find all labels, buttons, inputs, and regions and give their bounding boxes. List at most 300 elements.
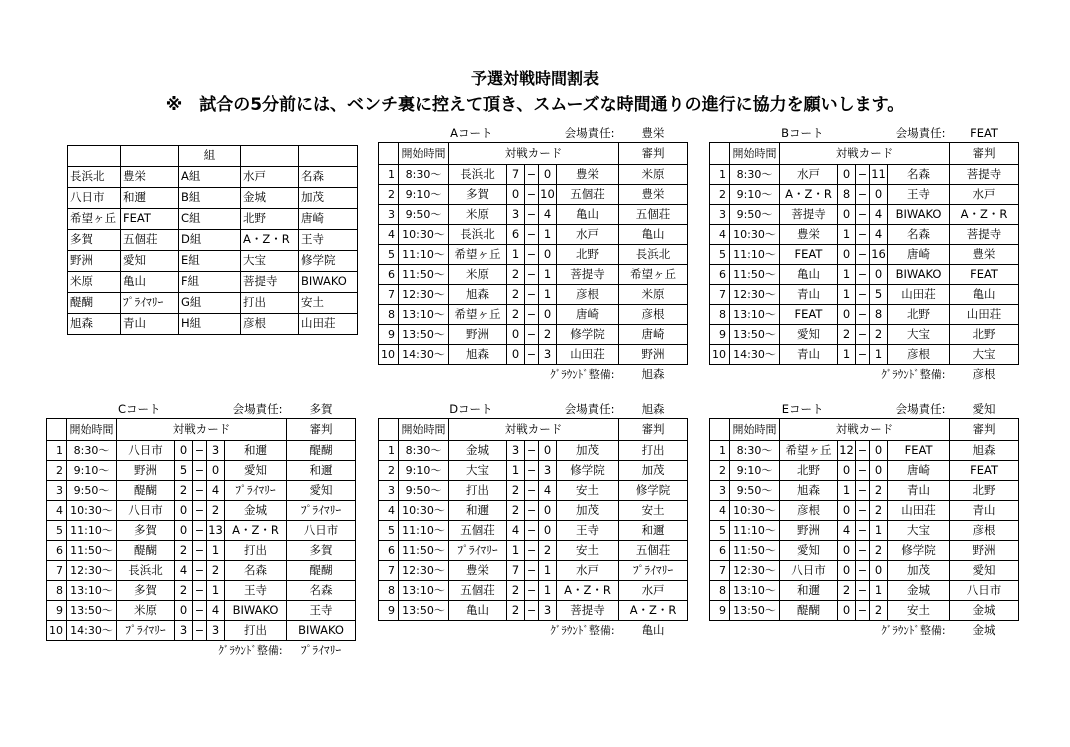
away-score: 0 — [539, 521, 557, 541]
referee: 八日市 — [287, 521, 356, 541]
referee: 菩提寺 — [950, 225, 1019, 245]
game-number: 10 — [379, 345, 399, 365]
header-referee: 審判 — [619, 419, 688, 441]
home-team: 旭森 — [449, 285, 507, 305]
game-row — [379, 185, 688, 205]
team-name: 安土 — [299, 293, 358, 314]
header-blank — [379, 143, 399, 165]
home-score: 0 — [507, 325, 525, 345]
start-time: 11:50〜 — [730, 541, 780, 561]
away-team: 安土 — [888, 601, 950, 621]
referee: 旭森 — [950, 441, 1019, 461]
header-blank — [47, 419, 67, 441]
header-referee: 審判 — [950, 143, 1019, 165]
start-time: 10:30〜 — [730, 225, 780, 245]
ground-row — [379, 365, 688, 385]
group-table-body — [68, 167, 358, 335]
referee: A・Z・R — [619, 601, 688, 621]
group-row — [68, 293, 358, 314]
home-score: 2 — [507, 581, 525, 601]
game-row — [710, 325, 1019, 345]
referee: 和邇 — [287, 461, 356, 481]
team-name: 唐崎 — [299, 209, 358, 230]
ground-team: 亀山 — [641, 622, 665, 637]
team-name: 金城 — [241, 188, 299, 209]
home-team: FEAT — [780, 305, 838, 325]
start-time: 13:10〜 — [730, 581, 780, 601]
game-number: 3 — [379, 205, 399, 225]
home-team: 青山 — [780, 345, 838, 365]
game-row — [47, 541, 356, 561]
start-time: 9:10〜 — [730, 461, 780, 481]
ground-team: 彦根 — [972, 366, 996, 381]
away-score: 0 — [870, 441, 888, 461]
home-team: 長浜北 — [449, 225, 507, 245]
court-header-row — [710, 419, 1019, 441]
away-team: 北野 — [557, 245, 619, 265]
home-score: 0 — [175, 521, 193, 541]
group-label: A組 — [179, 167, 241, 188]
away-score: 0 — [539, 501, 557, 521]
home-score: 2 — [838, 325, 856, 345]
start-time: 11:10〜 — [67, 521, 117, 541]
start-time: 12:30〜 — [399, 285, 449, 305]
home-team: 水戸 — [780, 165, 838, 185]
score-dash: − — [193, 581, 207, 601]
team-name: 青山 — [121, 314, 179, 335]
header-match-card: 対戦カード — [780, 143, 950, 165]
home-score: 12 — [838, 441, 856, 461]
away-score: 4 — [870, 225, 888, 245]
court-header-row — [47, 419, 356, 441]
court-header-row — [379, 143, 688, 165]
start-time: 9:10〜 — [399, 461, 449, 481]
away-score: 1 — [207, 541, 225, 561]
away-score: 1 — [539, 561, 557, 581]
start-time: 8:30〜 — [67, 441, 117, 461]
home-score: 2 — [507, 305, 525, 325]
home-team: 米原 — [449, 205, 507, 225]
home-team: 旭森 — [449, 345, 507, 365]
game-number: 9 — [379, 601, 399, 621]
header-start-time: 開始時間 — [67, 419, 117, 441]
away-team: 愛知 — [225, 461, 287, 481]
group-row — [68, 209, 358, 230]
game-row — [710, 541, 1019, 561]
away-team: 修学院 — [557, 461, 619, 481]
start-time: 9:50〜 — [730, 205, 780, 225]
start-time: 12:30〜 — [730, 561, 780, 581]
header-start-time: 開始時間 — [399, 143, 449, 165]
away-score: 2 — [870, 325, 888, 345]
manager-label: 会場責任: — [564, 402, 615, 417]
game-number: 9 — [710, 325, 730, 345]
home-team: 野洲 — [780, 521, 838, 541]
game-row — [379, 225, 688, 245]
header-blank — [710, 143, 730, 165]
home-team: 野洲 — [449, 325, 507, 345]
start-time: 14:30〜 — [730, 345, 780, 365]
start-time: 9:10〜 — [67, 461, 117, 481]
ground-blank — [379, 621, 525, 641]
home-team: 和邇 — [449, 501, 507, 521]
away-team: 菩提寺 — [557, 265, 619, 285]
game-row — [379, 461, 688, 481]
start-time: 8:30〜 — [730, 165, 780, 185]
group-label: E組 — [179, 251, 241, 272]
home-team: 八日市 — [117, 441, 175, 461]
game-row — [710, 441, 1019, 461]
team-name: 多賀 — [68, 230, 121, 251]
home-team: 希望ヶ丘 — [780, 441, 838, 461]
team-name: 旭森 — [68, 314, 121, 335]
team-name: 愛知 — [121, 251, 179, 272]
header-start-time: 開始時間 — [399, 419, 449, 441]
game-row — [710, 305, 1019, 325]
away-team: 安土 — [557, 481, 619, 501]
away-team: 加茂 — [557, 441, 619, 461]
referee: 亀山 — [950, 285, 1019, 305]
team-name: 長浜北 — [68, 167, 121, 188]
game-row — [710, 205, 1019, 225]
referee: 野洲 — [950, 541, 1019, 561]
game-number: 5 — [710, 521, 730, 541]
home-score: 0 — [175, 501, 193, 521]
game-row — [379, 265, 688, 285]
score-dash: − — [525, 601, 539, 621]
home-team: 菩提寺 — [780, 205, 838, 225]
score-dash: − — [525, 185, 539, 205]
team-name: BIWAKO — [299, 272, 358, 293]
group-header: 組 — [179, 146, 241, 167]
score-dash: − — [193, 461, 207, 481]
game-row — [710, 185, 1019, 205]
referee: 大宝 — [950, 345, 1019, 365]
score-dash: − — [856, 561, 870, 581]
score-dash: − — [856, 285, 870, 305]
team-name: 水戸 — [241, 167, 299, 188]
away-score: 2 — [207, 561, 225, 581]
home-score: 1 — [838, 225, 856, 245]
home-score: 0 — [838, 561, 856, 581]
manager-team: 愛知 — [972, 402, 996, 417]
referee: 北野 — [950, 325, 1019, 345]
header-referee: 審判 — [619, 143, 688, 165]
home-team: 米原 — [117, 601, 175, 621]
home-team: 米原 — [449, 265, 507, 285]
referee: 多賀 — [287, 541, 356, 561]
referee: 米原 — [619, 165, 688, 185]
game-number: 1 — [379, 165, 399, 185]
game-row — [710, 461, 1019, 481]
away-score: 0 — [539, 305, 557, 325]
game-row — [379, 521, 688, 541]
away-team: 菩提寺 — [557, 601, 619, 621]
game-number: 6 — [710, 541, 730, 561]
away-team: BIWAKO — [888, 265, 950, 285]
game-number: 9 — [710, 601, 730, 621]
home-score: 2 — [838, 581, 856, 601]
manager-label: 会場責任: — [895, 126, 946, 141]
away-score: 0 — [870, 265, 888, 285]
score-dash: − — [856, 541, 870, 561]
game-row — [379, 205, 688, 225]
home-team: FEAT — [780, 245, 838, 265]
score-dash: − — [856, 581, 870, 601]
court-name: Aコート — [450, 126, 493, 141]
score-dash: − — [525, 481, 539, 501]
start-time: 13:50〜 — [399, 601, 449, 621]
ground-label: ｸﾞﾗｳﾝﾄﾞ整備: — [550, 368, 615, 381]
court-e-table — [709, 402, 1019, 640]
away-score: 2 — [870, 601, 888, 621]
game-number: 6 — [710, 265, 730, 285]
referee: 和邇 — [619, 521, 688, 541]
game-row — [379, 601, 688, 621]
court-header-row — [710, 143, 1019, 165]
start-time: 10:30〜 — [399, 225, 449, 245]
start-time: 11:10〜 — [730, 245, 780, 265]
home-score: 0 — [838, 305, 856, 325]
team-name: 名森 — [299, 167, 358, 188]
score-dash: − — [525, 225, 539, 245]
ground-row — [47, 641, 356, 661]
group-row — [68, 251, 358, 272]
header-match-card: 対戦カード — [780, 419, 950, 441]
away-team: 修学院 — [557, 325, 619, 345]
header-match-card: 対戦カード — [449, 143, 619, 165]
home-team: 醍醐 — [117, 481, 175, 501]
home-score: 0 — [175, 441, 193, 461]
start-time: 8:30〜 — [730, 441, 780, 461]
referee: 青山 — [950, 501, 1019, 521]
referee: 水戸 — [950, 185, 1019, 205]
game-number: 4 — [379, 225, 399, 245]
home-score: 1 — [838, 345, 856, 365]
court-name: Dコート — [449, 402, 493, 417]
home-score: 7 — [507, 561, 525, 581]
game-number: 8 — [710, 581, 730, 601]
away-score: 4 — [539, 481, 557, 501]
home-score: 7 — [507, 165, 525, 185]
home-score: 4 — [838, 521, 856, 541]
referee: FEAT — [950, 265, 1019, 285]
group-header-blank — [121, 146, 179, 167]
game-number: 7 — [710, 561, 730, 581]
home-score: 0 — [838, 601, 856, 621]
score-dash: − — [193, 521, 207, 541]
team-name: 醍醐 — [68, 293, 121, 314]
game-row — [379, 441, 688, 461]
header-referee: 審判 — [950, 419, 1019, 441]
score-dash: − — [856, 185, 870, 205]
group-row — [68, 188, 358, 209]
away-team: BIWAKO — [225, 601, 287, 621]
ground-blank — [47, 641, 193, 661]
start-time: 12:30〜 — [399, 561, 449, 581]
referee: 修学院 — [619, 481, 688, 501]
game-row — [710, 165, 1019, 185]
ground-row — [379, 621, 688, 641]
home-team: 醍醐 — [780, 601, 838, 621]
score-dash: − — [525, 521, 539, 541]
game-number: 9 — [47, 601, 67, 621]
game-row — [47, 561, 356, 581]
start-time: 9:10〜 — [399, 185, 449, 205]
away-score: 0 — [870, 561, 888, 581]
game-row — [47, 621, 356, 641]
score-dash: − — [856, 165, 870, 185]
home-score: 0 — [175, 601, 193, 621]
score-dash: − — [525, 541, 539, 561]
manager-team: 多賀 — [309, 402, 333, 417]
team-name: 北野 — [241, 209, 299, 230]
game-number: 5 — [379, 245, 399, 265]
score-dash: − — [856, 601, 870, 621]
away-team: 山田荘 — [888, 501, 950, 521]
referee: ﾌﾟﾗｲﾏﾘｰ — [619, 561, 688, 581]
score-dash: − — [193, 601, 207, 621]
game-row — [379, 245, 688, 265]
home-score: 1 — [838, 481, 856, 501]
referee: BIWAKO — [287, 621, 356, 641]
away-score: 4 — [207, 481, 225, 501]
team-name: A・Z・R — [241, 230, 299, 251]
score-dash: − — [193, 501, 207, 521]
home-score: 2 — [507, 501, 525, 521]
game-number: 3 — [379, 481, 399, 501]
away-score: 0 — [207, 461, 225, 481]
start-time: 10:30〜 — [399, 501, 449, 521]
game-row — [710, 285, 1019, 305]
away-score: 11 — [870, 165, 888, 185]
referee: A・Z・R — [950, 205, 1019, 225]
start-time: 13:50〜 — [730, 601, 780, 621]
score-dash: − — [525, 265, 539, 285]
group-label: H組 — [179, 314, 241, 335]
ground-row — [710, 365, 1019, 385]
away-score: 1 — [207, 581, 225, 601]
home-score: 4 — [175, 561, 193, 581]
team-name: 野洲 — [68, 251, 121, 272]
away-score: 2 — [539, 541, 557, 561]
score-dash: − — [856, 305, 870, 325]
home-team: 希望ヶ丘 — [449, 245, 507, 265]
away-score: 0 — [870, 185, 888, 205]
game-row — [47, 521, 356, 541]
game-row — [47, 581, 356, 601]
game-row — [710, 501, 1019, 521]
team-name: 修学院 — [299, 251, 358, 272]
referee: 米原 — [619, 285, 688, 305]
group-row — [68, 230, 358, 251]
game-number: 4 — [710, 225, 730, 245]
referee: 名森 — [287, 581, 356, 601]
game-row — [710, 561, 1019, 581]
court-name: Cコート — [118, 402, 161, 417]
start-time: 9:50〜 — [67, 481, 117, 501]
game-row — [710, 521, 1019, 541]
game-row — [379, 165, 688, 185]
game-number: 8 — [379, 305, 399, 325]
game-number: 4 — [710, 501, 730, 521]
away-team: 大宝 — [888, 521, 950, 541]
home-score: 0 — [838, 245, 856, 265]
game-number: 1 — [379, 441, 399, 461]
home-team: 多賀 — [449, 185, 507, 205]
referee: 醍醐 — [287, 441, 356, 461]
team-name: 彦根 — [241, 314, 299, 335]
group-header-blank — [299, 146, 358, 167]
home-team: 青山 — [780, 285, 838, 305]
away-team: 名森 — [225, 561, 287, 581]
game-number: 6 — [379, 541, 399, 561]
referee: 山田荘 — [950, 305, 1019, 325]
away-team: 彦根 — [888, 345, 950, 365]
away-team: 水戸 — [557, 225, 619, 245]
header-match-card: 対戦カード — [449, 419, 619, 441]
score-dash: − — [856, 325, 870, 345]
game-number: 10 — [710, 345, 730, 365]
away-score: 2 — [870, 481, 888, 501]
score-dash: − — [525, 581, 539, 601]
start-time: 9:50〜 — [399, 481, 449, 501]
home-score: 0 — [838, 501, 856, 521]
court-info-row — [710, 402, 1019, 419]
score-dash: − — [525, 441, 539, 461]
game-row — [379, 501, 688, 521]
start-time: 14:30〜 — [67, 621, 117, 641]
home-score: 5 — [175, 461, 193, 481]
game-number: 1 — [710, 441, 730, 461]
game-row — [710, 481, 1019, 501]
away-score: 2 — [207, 501, 225, 521]
start-time: 11:10〜 — [730, 521, 780, 541]
home-team: 希望ヶ丘 — [449, 305, 507, 325]
game-row — [47, 501, 356, 521]
score-dash: − — [193, 481, 207, 501]
score-dash: − — [856, 501, 870, 521]
home-team: 長浜北 — [117, 561, 175, 581]
start-time: 11:50〜 — [399, 541, 449, 561]
home-score: 0 — [507, 345, 525, 365]
away-team: 加茂 — [557, 501, 619, 521]
game-row — [710, 581, 1019, 601]
referee: 水戸 — [619, 581, 688, 601]
referee: ﾌﾟﾗｲﾏﾘｰ — [287, 501, 356, 521]
home-team: 多賀 — [117, 521, 175, 541]
score-dash: − — [525, 461, 539, 481]
away-team: 安土 — [557, 541, 619, 561]
score-dash: − — [193, 621, 207, 641]
score-dash: − — [856, 521, 870, 541]
court-c-table — [46, 402, 356, 660]
referee: 愛知 — [950, 561, 1019, 581]
away-score: 0 — [539, 245, 557, 265]
start-time: 8:30〜 — [399, 441, 449, 461]
court-header-row — [379, 419, 688, 441]
court-name: Eコート — [781, 402, 824, 417]
header-match-card: 対戦カード — [117, 419, 287, 441]
score-dash: − — [525, 501, 539, 521]
game-number: 4 — [47, 501, 67, 521]
ground-row — [710, 621, 1019, 641]
court-name: Bコート — [781, 126, 824, 141]
away-team: 山田荘 — [557, 345, 619, 365]
start-time: 12:30〜 — [730, 285, 780, 305]
home-team: 八日市 — [117, 501, 175, 521]
referee: FEAT — [950, 461, 1019, 481]
